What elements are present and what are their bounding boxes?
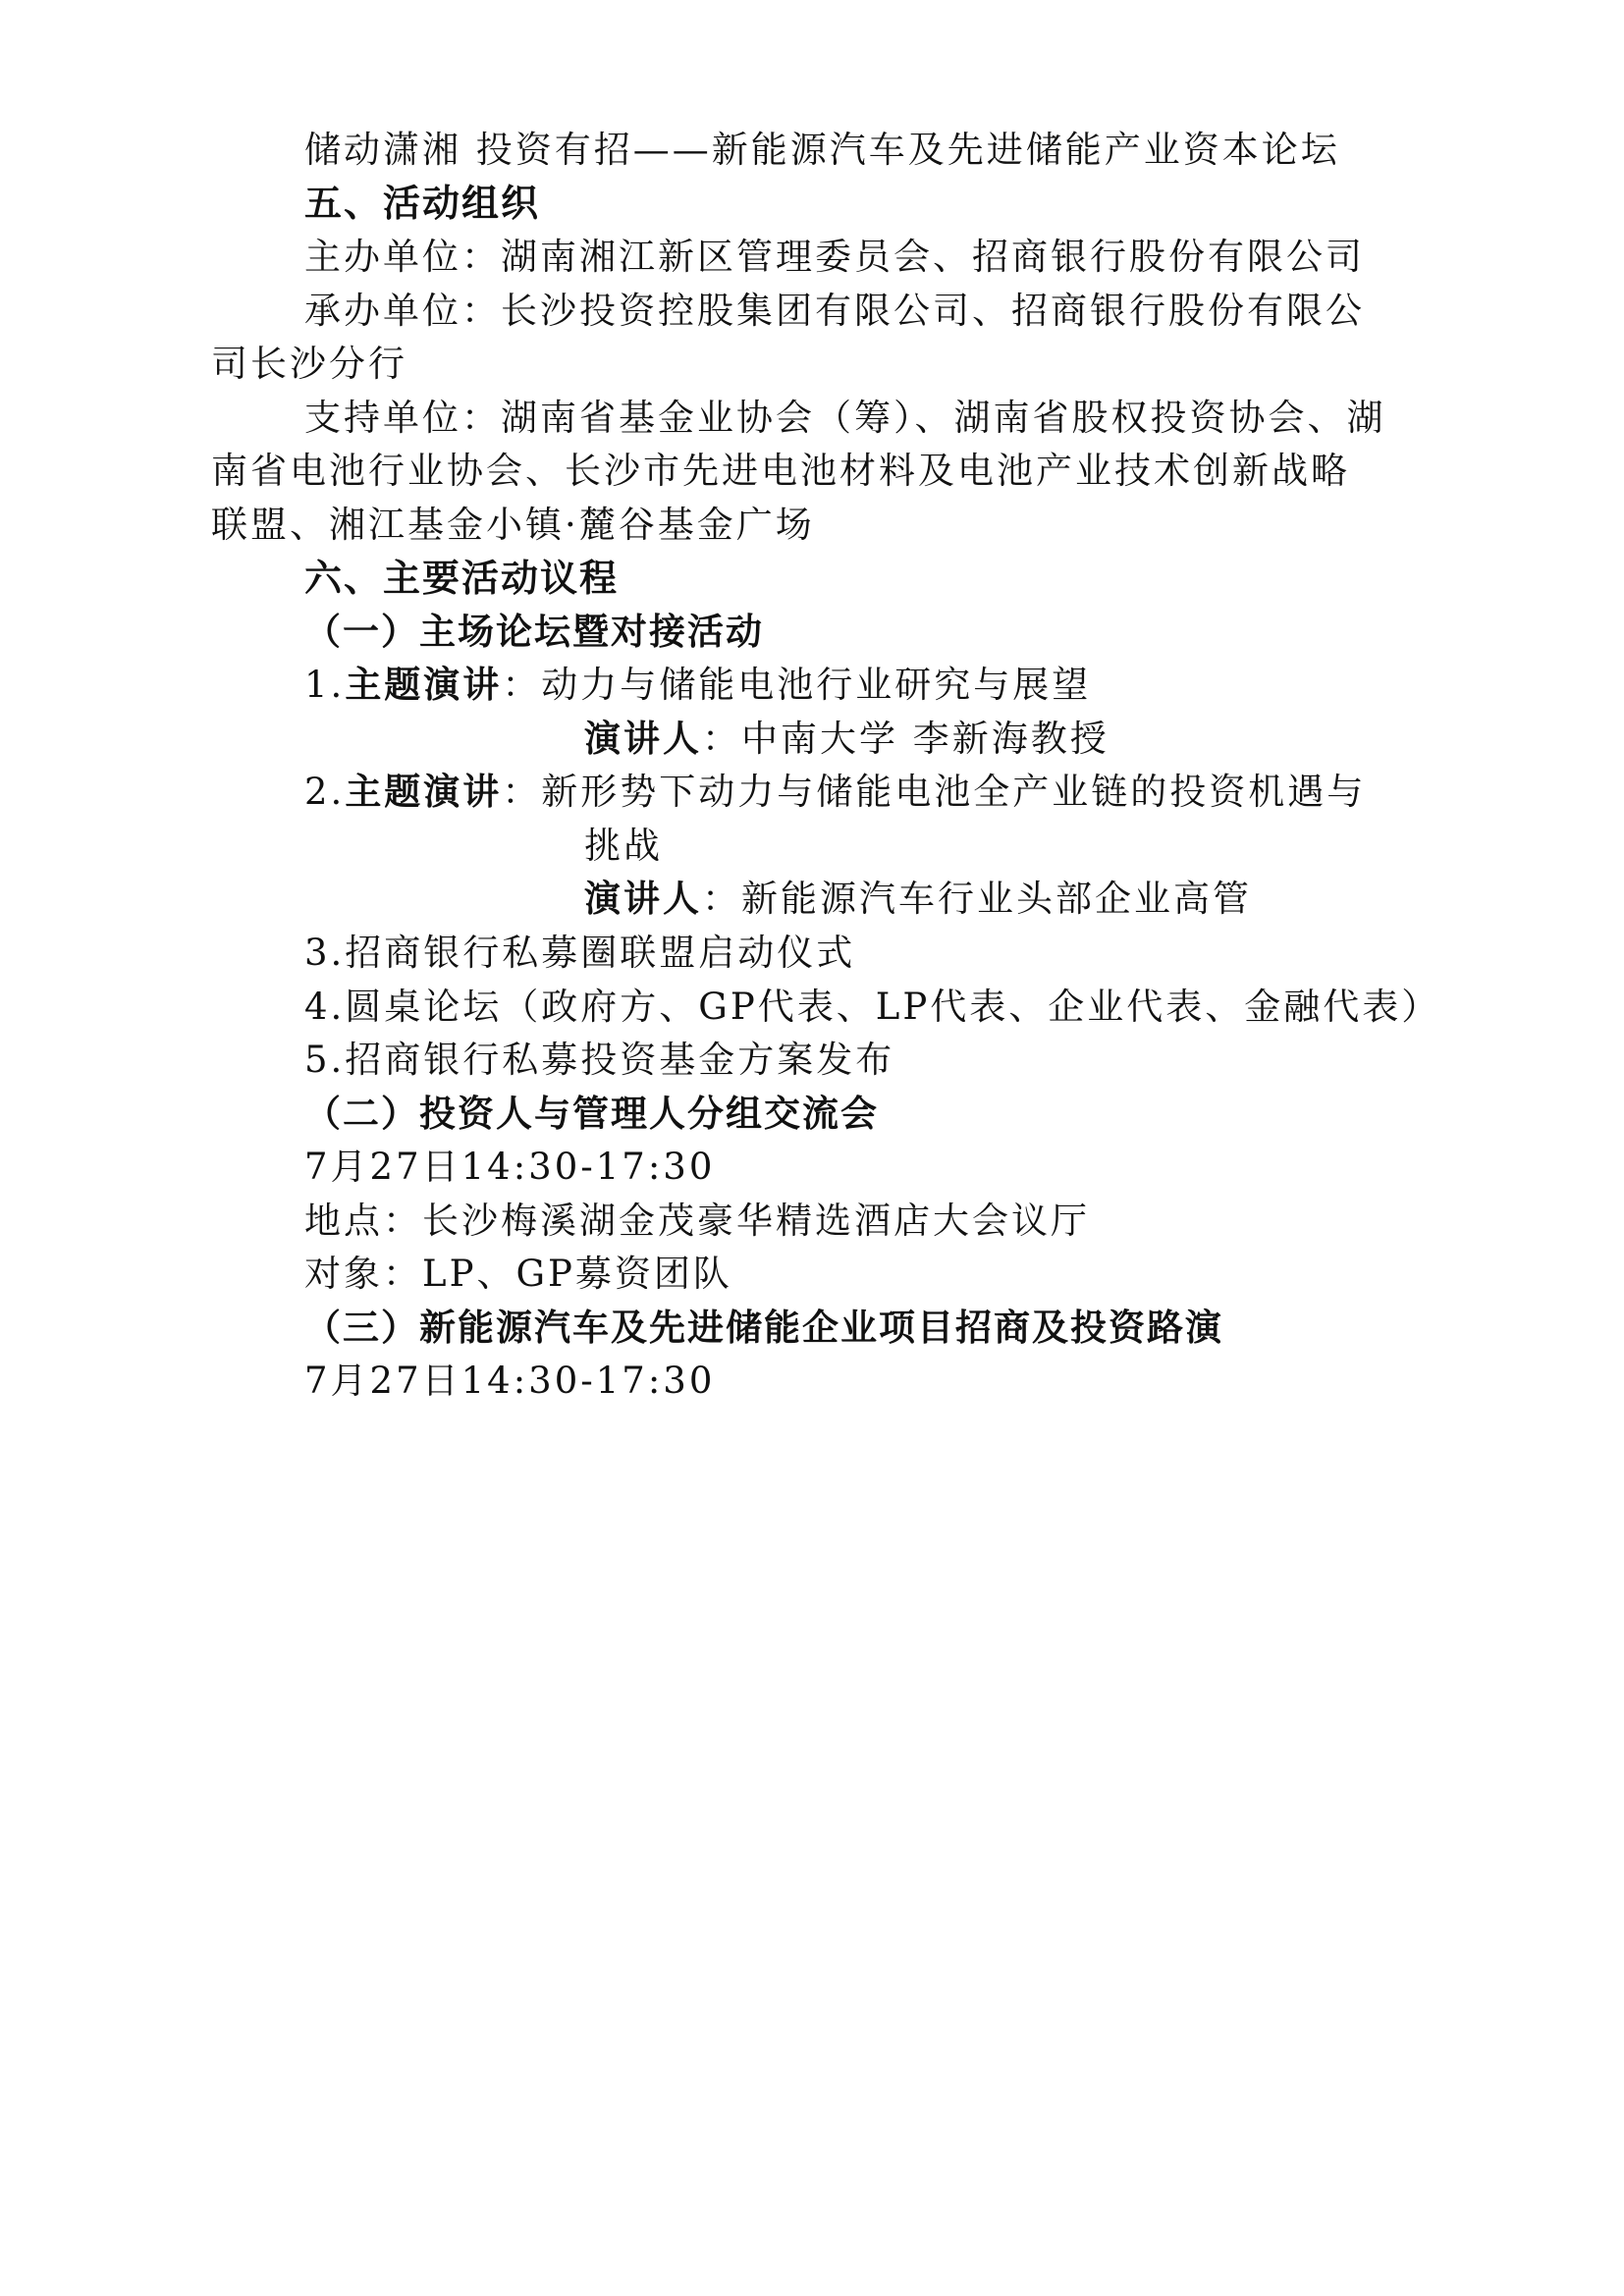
speaker-label: 演讲人 [584, 878, 702, 920]
supporter-line-1: 支持单位：湖南省基金业协会（筹）、湖南省股权投资协会、湖 [304, 397, 1386, 439]
part2-location: 地点：长沙梅溪湖金茂豪华精选酒店大会议厅 [304, 1200, 1090, 1242]
organizer-line: 主办单位：湖南湘江新区管理委员会、招商银行股份有限公司 [304, 236, 1365, 278]
agenda-item-4: 4.圆桌论坛（政府方、GP代表、LP代表、企业代表、金融代表） [304, 986, 1441, 1028]
section-heading-activity-organization: 五、活动组织 [304, 182, 541, 225]
supporter-line-3: 联盟、湘江基金小镇·麓谷基金广场 [211, 504, 815, 546]
item-text: ：新形势下动力与储能电池全产业链的投资机遇与 [502, 771, 1367, 813]
item-number: 1. [304, 664, 346, 706]
section-heading-agenda: 六、主要活动议程 [304, 557, 620, 600]
part2-time: 7月27日14:30-17:30 [304, 1146, 716, 1188]
speaker-text: ：中南大学 李新海教授 [702, 718, 1110, 760]
part2-heading: （二）投资人与管理人分组交流会 [304, 1093, 879, 1135]
speaker-text: ：新能源汽车行业头部企业高管 [702, 878, 1252, 920]
speaker-label: 演讲人 [584, 718, 702, 760]
part2-audience: 对象：LP、GP募资团队 [304, 1253, 732, 1295]
part3-time: 7月27日14:30-17:30 [304, 1360, 716, 1402]
item-label: 主题演讲 [345, 664, 503, 706]
agenda-item-2-continuation: 挑战 [584, 825, 663, 867]
item-text: ：动力与储能电池行业研究与展望 [502, 664, 1092, 706]
agenda-item-5: 5.招商银行私募投资基金方案发布 [304, 1039, 895, 1081]
part1-heading: （一）主场论坛暨对接活动 [304, 611, 764, 653]
item-number: 2. [304, 771, 346, 813]
forum-title-line: 储动潇湘 投资有招——新能源汽车及先进储能产业资本论坛 [304, 129, 1340, 171]
supporter-line-2: 南省电池行业协会、长沙市先进电池材料及电池产业技术创新战略 [211, 450, 1350, 492]
co-organizer-line-1: 承办单位：长沙投资控股集团有限公司、招商银行股份有限公 [304, 290, 1365, 332]
co-organizer-line-2: 司长沙分行 [211, 343, 407, 385]
agenda-item-3: 3.招商银行私募圈联盟启动仪式 [304, 932, 856, 974]
item-label: 主题演讲 [345, 771, 503, 813]
part3-heading: （三）新能源汽车及先进储能企业项目招商及投资路演 [304, 1307, 1223, 1349]
